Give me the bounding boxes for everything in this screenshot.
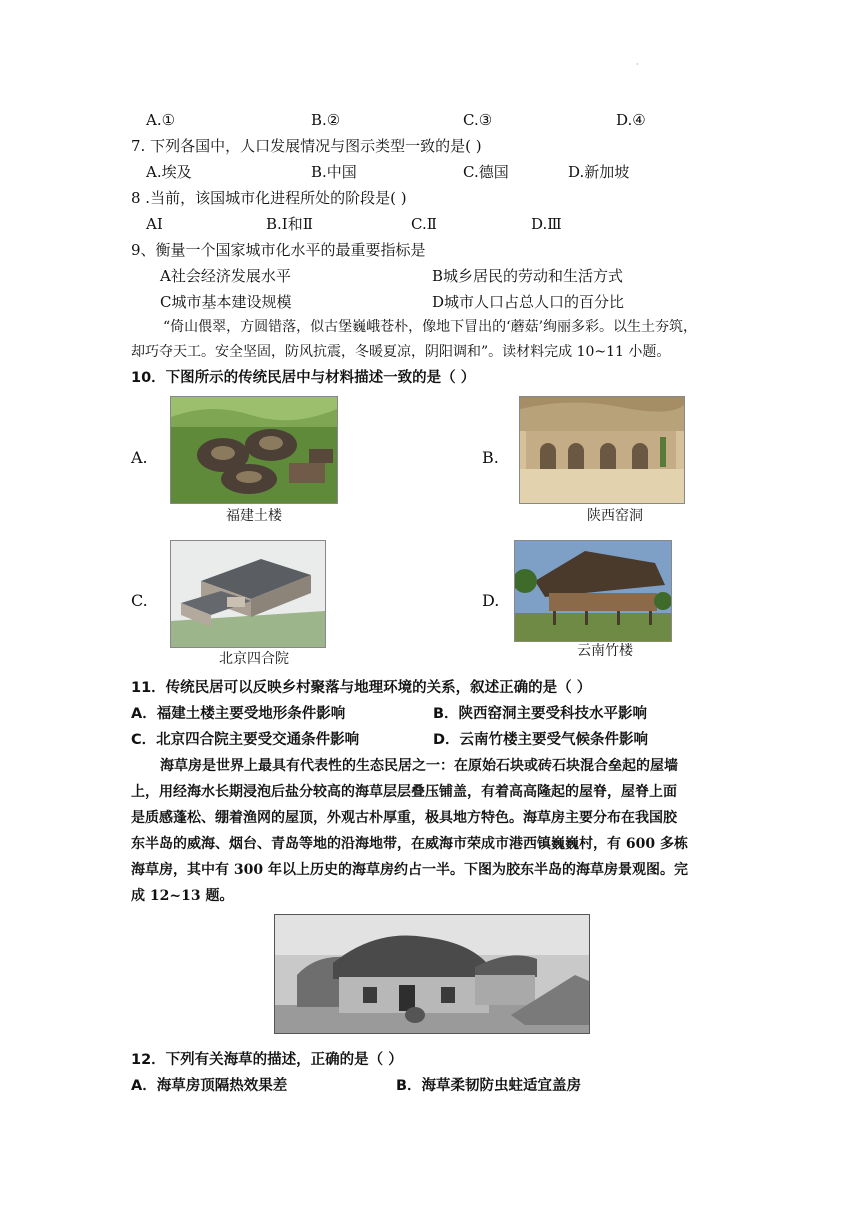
q11-option-c: C．北京四合院主要受交通条件影响 [131, 732, 360, 748]
caption-shaanxi-yaodong: 陕西窑洞 [587, 508, 643, 524]
q6-option-c: C.③ [463, 111, 493, 129]
q7-option-b: B.中国 [311, 163, 357, 181]
yunnan-zhulou-image [514, 540, 672, 642]
q8-stem: 8 .当前，该国城市化进程所处的阶段是( ) [131, 189, 407, 207]
q7-option-c: C.德国 [463, 163, 509, 181]
shaanxi-yaodong-image [519, 396, 685, 504]
q10-letter-d: D. [482, 591, 500, 610]
seaweed-house-image [274, 914, 590, 1034]
q12-option-a: A．海草房顶隔热效果差 [131, 1078, 288, 1094]
passage2-line6: 成 12~13 题。 [131, 888, 234, 904]
q8-option-c: C.Ⅱ [411, 215, 437, 233]
q11-stem: 11．传统民居可以反映乡村聚落与地理环境的关系，叙述正确的是（ ） [131, 680, 592, 696]
passage2-line1: 海草房是世界上最具有代表性的生态民居之一：在原始石块或砖石块混合垒起的屋墙 [160, 758, 678, 774]
q10-letter-b: B. [482, 448, 499, 467]
caption-yunnan-zhulou: 云南竹楼 [577, 643, 633, 659]
beijing-siheyuan-image [170, 540, 326, 648]
q7-option-d: D.新加坡 [568, 163, 630, 181]
q10-letter-c: C. [131, 591, 148, 610]
q7-stem: 7. 下列各国中，人口发展情况与图示类型一致的是( ) [131, 137, 482, 155]
caption-beijing-siheyuan: 北京四合院 [219, 651, 289, 667]
q10-letter-a: A. [131, 448, 148, 467]
q8-option-d: D.Ⅲ [531, 215, 562, 233]
passage2-line3: 是质感蓬松、绷着渔网的屋顶，外观古朴厚重，极具地方特色。海草房主要分布在我国胶 [131, 810, 677, 826]
q12-stem: 12．下列有关海草的描述，正确的是（ ） [131, 1052, 403, 1068]
passage1-line1: “倚山偎翠，方圆错落，似古堡巍峨苍朴，像地下冒出的‘蘑菇’绚丽多彩。以生土夯筑， [163, 319, 698, 335]
q9-option-c: C城市基本建设规模 [160, 293, 292, 311]
q9-option-b: B城乡居民的劳动和生活方式 [432, 267, 624, 285]
q8-option-a: AⅠ [146, 215, 163, 233]
q9-option-d: D城市人口占总人口的百分比 [432, 293, 625, 311]
q7-option-a: A.埃及 [146, 163, 192, 181]
passage2-line5: 海草房，其中有 300 年以上历史的海草房约占一半。下图为胶东半岛的海草房景观图。完 [131, 862, 688, 878]
q6-option-b: B.② [311, 111, 341, 129]
q9-option-a: A社会经济发展水平 [160, 267, 291, 285]
q12-option-b: B．海草柔韧防虫蛀适宜盖房 [396, 1078, 582, 1094]
q11-option-a: A．福建土楼主要受地形条件影响 [131, 706, 346, 722]
fujian-tulou-image [170, 396, 338, 504]
passage2-line2: 上，用经海水长期浸泡后盐分较高的海草层层叠压铺盖，有着高高隆起的屋脊，屋脊上面 [131, 784, 677, 800]
q11-option-b: B．陕西窑洞主要受科技水平影响 [433, 706, 648, 722]
page-mark: · [636, 60, 639, 69]
q10-stem: 10．下图所示的传统民居中与材料描述一致的是（ ） [131, 370, 476, 386]
q6-option-d: D.④ [616, 111, 646, 129]
caption-fujian-tulou: 福建土楼 [226, 508, 282, 524]
q11-option-d: D．云南竹楼主要受气候条件影响 [433, 732, 649, 748]
passage2-line4: 东半岛的威海、烟台、青岛等地的沿海地带，在威海市荣成市港西镇巍巍村，有 600 多栋 [131, 836, 688, 852]
q8-option-b: B.Ⅰ和Ⅱ [266, 215, 313, 233]
q6-option-a: A.① [146, 111, 176, 129]
passage1-line2: 却巧夺天工。安全坚固，防风抗震，冬暖夏凉，阴阳调和”。读材料完成 10~11 小题。 [131, 344, 671, 360]
q9-stem: 9、衡量一个国家城市化水平的最重要指标是 [131, 241, 426, 259]
